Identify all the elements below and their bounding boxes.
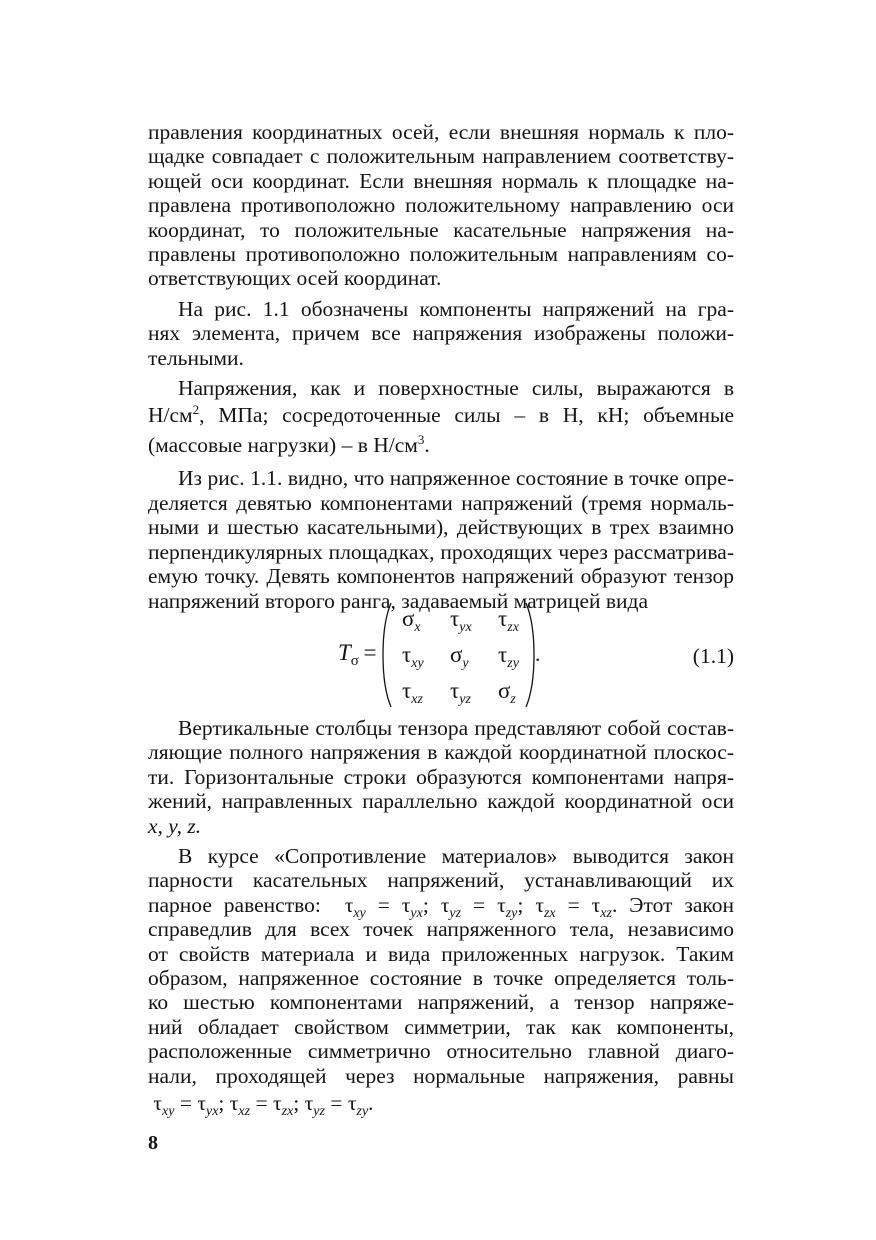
text-line: нали, проходящей через нормальные напряжения, равны (148, 1063, 734, 1088)
unit-text: Н/см (148, 403, 193, 428)
cell-subscript: yz (459, 692, 471, 707)
cell-subscript: yx (459, 620, 472, 635)
text-line: напряжений второго ранга, задаваемый матрицей вида (148, 588, 649, 613)
left-parenthesis (382, 602, 392, 708)
cell-symbol: τ (498, 642, 508, 667)
tau-symbol: τ (304, 1091, 314, 1116)
subscript: xz (238, 1104, 251, 1120)
axes-names: x, y, z. (148, 813, 202, 838)
subscript: yz (449, 905, 462, 921)
text-line: ными и шестью касательными), действующих в трех взаимно (148, 515, 734, 540)
tensor-symbol (338, 640, 377, 669)
subscript: yz (313, 1104, 325, 1120)
tau-symbol: τ (344, 892, 354, 917)
paragraph-3 (148, 376, 734, 460)
unit-text: . (424, 433, 430, 458)
cell-symbol: τ (498, 606, 508, 631)
text-line: правлена противоположно положительному направлению оси (148, 193, 734, 218)
right-parenthesis (525, 602, 535, 708)
cell-symbol: τ (450, 606, 460, 631)
matrix-cell (402, 642, 424, 671)
text-line: расположенные симметрично относительно главной диаго- (148, 1039, 734, 1064)
paragraph-5 (148, 716, 734, 838)
paragraph-4 (148, 466, 734, 612)
cell-subscript: xy (411, 656, 424, 671)
matrix-cell (498, 606, 519, 635)
lower-text-block (148, 716, 734, 1118)
subscript: zy (356, 1104, 369, 1120)
text-line: от свойств материала и вида приложенных нагрузок. Таким (148, 941, 734, 966)
cell-subscript: x (414, 620, 421, 635)
tau-symbol: τ (401, 892, 411, 917)
subscript: yx (410, 905, 423, 921)
cell-subscript: zy (507, 656, 519, 671)
text-line: справедлив для всех точек напряженного тела, независимо (148, 917, 734, 942)
shear-equality: $\tau_{yz} = \tau_{zy}$. (304, 1091, 374, 1120)
text-line: правления координатных осей, если внешняя нормаль к пло- (148, 120, 734, 144)
text-line: ти. Горизонтальные строки образуются компонентами напря- (148, 764, 734, 789)
stress-matrix (392, 604, 532, 708)
text-line: Напряжения, как и поверхностные силы, выражаются в (178, 376, 734, 401)
cell-subscript: xz (411, 692, 423, 707)
shear-equality: $\tau_{zx} = \tau_{xz}$. (535, 892, 618, 921)
text-line: емую точку. Девять компонентов напряжений образуют тензор (148, 564, 734, 589)
tau-symbol: τ (591, 892, 601, 917)
text-line-axes (148, 814, 734, 838)
shear-equality: $\tau_{xy} = \tau_{yx}$; (344, 892, 429, 921)
paragraph-1 (148, 120, 734, 291)
upper-text-block (148, 120, 734, 613)
separator: . (611, 892, 618, 917)
text-line-units (148, 430, 734, 460)
separator: ; (218, 1091, 225, 1116)
cell-symbol: τ (450, 678, 460, 703)
matrix-cell (402, 678, 423, 707)
equality-intro: парное равенство: (148, 892, 321, 917)
text-line: деляется девятью компонентами напряжений (тремя нормаль- (148, 490, 734, 515)
subscript: xz (600, 905, 612, 921)
tensor-formula (148, 600, 734, 712)
text-line-equalities (148, 892, 735, 921)
text-line: жений, направленных параллельно каждой координатной оси (148, 789, 734, 814)
page-number: 8 (148, 1132, 158, 1154)
text-line: правлены противоположно положительным направлениям со- (148, 242, 734, 267)
text-line-symmetry (148, 1088, 734, 1118)
text-line: В курсе «Сопротивление материалов» выводится закон (178, 844, 734, 869)
subscript: zx (281, 1104, 294, 1120)
text-line: перпендикулярных площадках, проходящих через рассматрива- (148, 539, 734, 564)
matrix-cell (402, 606, 421, 635)
separator: ; (293, 1091, 300, 1116)
cell-symbol: σ (402, 606, 415, 631)
subscript: xy (162, 1104, 175, 1120)
tensor-subscript: σ (350, 653, 359, 669)
text-line: Из рис. 1.1. видно, что напряженное состояние в точке опре- (178, 466, 734, 491)
formula-period: . (535, 642, 541, 666)
text-line: парности касательных напряжений, устанавливающий их (148, 868, 734, 893)
tau-symbol: τ (497, 892, 506, 917)
superscript: 2 (192, 402, 200, 418)
separator: . (368, 1091, 374, 1116)
text-line: ко шестью компонентами напряжений, а тензор напряже- (148, 990, 734, 1015)
matrix-cell (450, 678, 471, 707)
text-line: тельными. (148, 345, 244, 370)
equality-tail: Этот закон (629, 892, 735, 917)
cell-subscript: zx (507, 620, 519, 635)
text-line: щадке совпадает с положительным направлением соответству- (148, 144, 734, 169)
equals-sign: = (363, 640, 377, 665)
tau-symbol: τ (347, 1091, 357, 1116)
cell-subscript: y (462, 656, 469, 671)
subscript: yx (205, 1104, 219, 1120)
cell-symbol: τ (402, 642, 412, 667)
text-line: Вертикальные столбцы тензора представляют собой состав- (178, 716, 734, 740)
shear-equality: $\tau_{xz} = \tau_{zx}$; (229, 1091, 300, 1120)
subscript: zx (543, 905, 556, 921)
tau-symbol: τ (197, 1091, 206, 1116)
text-line: ющей оси координат. Если внешняя нормаль к площадке на- (148, 168, 734, 193)
text-line: координат, то положительные касательные напряжения на- (148, 217, 734, 242)
text-line: ляющие полного напряжения в каждой координатной плоскос- (148, 740, 734, 765)
tau-symbol: τ (229, 1091, 239, 1116)
tau-symbol: τ (272, 1091, 282, 1116)
cell-symbol: σ (498, 678, 511, 703)
separator: ; (422, 892, 429, 917)
subscript: xy (353, 905, 366, 921)
matrix-cell (450, 606, 472, 635)
text-line: ответствующих осей координат. (148, 266, 442, 291)
text-line-units (148, 400, 734, 430)
shear-equality: $\tau_{yz} = \tau_{zy}$; (440, 892, 524, 921)
unit-text: , МПа; сосредоточенные силы – в Н, кН; объемные (199, 403, 734, 428)
tau-symbol: τ (440, 892, 450, 917)
unit-text: (массовые нагрузки) – в Н/см (148, 433, 418, 458)
equation-number: (1.1) (692, 644, 734, 668)
cell-symbol: σ (450, 642, 463, 667)
shear-equality: $\tau_{xy} = \tau_{yx}$; (153, 1091, 225, 1120)
text-line: На рис. 1.1 обозначены компоненты напряжений на гра- (178, 296, 734, 321)
cell-symbol: τ (402, 678, 412, 703)
paragraph-6 (148, 844, 734, 1118)
text-line: нях элемента, причем все напряжения изображены положи- (148, 321, 734, 346)
matrix-cell (498, 678, 516, 707)
separator: ; (517, 892, 524, 917)
matrix-cell (450, 642, 469, 671)
text-line: образом, напряженное состояние в точке определяется толь- (148, 966, 734, 991)
matrix-cell (498, 642, 519, 671)
subscript: zy (505, 905, 518, 921)
cell-subscript: z (510, 692, 516, 707)
superscript: 3 (417, 432, 425, 448)
paragraph-2 (148, 297, 734, 370)
tau-symbol: τ (535, 892, 544, 917)
tau-symbol: τ (153, 1091, 163, 1116)
text-line: ний обладает свойством симметрии, так как компоненты, (148, 1014, 734, 1039)
tensor-letter: T (338, 640, 351, 665)
